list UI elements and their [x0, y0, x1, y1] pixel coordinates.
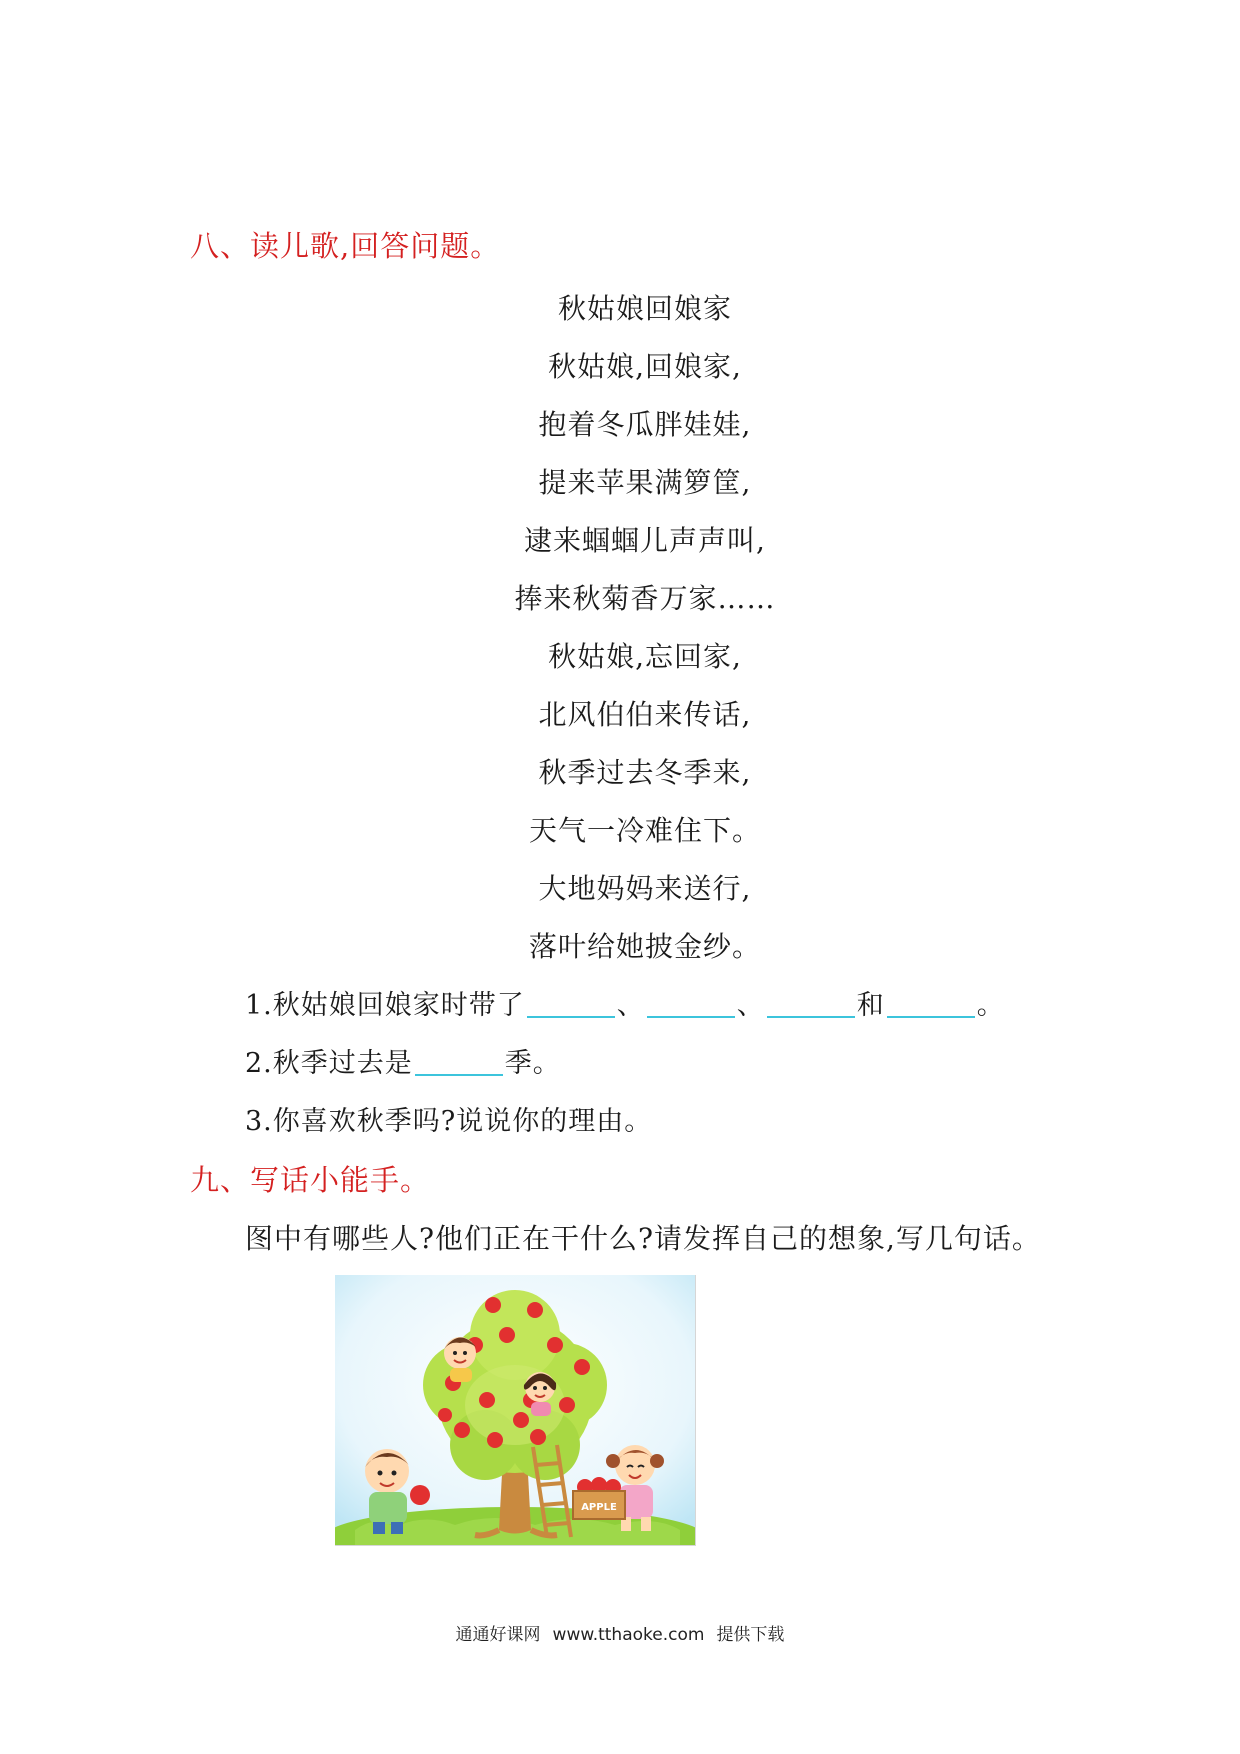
answer-blank-5[interactable]: [415, 1048, 503, 1076]
separator: 、: [736, 990, 765, 1021]
footer: [0, 1620, 1240, 1645]
writing-prompt: 图中有哪些人?他们正在干什么?请发挥自己的想象,写几句话。: [245, 1222, 1041, 1255]
question-1: [245, 983, 1005, 1022]
period: 。: [976, 990, 1005, 1021]
poem: [0, 280, 1240, 976]
answer-blank-1[interactable]: [527, 990, 615, 1018]
crate-label: APPLE: [581, 1502, 617, 1513]
question-2-text: 2.秋季过去是: [245, 1048, 413, 1079]
poem-line: 天气一冷难住下。: [528, 814, 761, 847]
poem-line: 北风伯伯来传话,: [538, 698, 752, 731]
section-8-title: 八、读儿歌,回答问题。: [190, 229, 501, 263]
poem-line: 提来苹果满箩筐,: [538, 466, 752, 499]
poem-line: 落叶给她披金纱。: [528, 930, 761, 963]
footer-site-name: 通通好课网: [455, 1625, 541, 1645]
question-1-text: 1.秋姑娘回娘家时带了: [245, 990, 525, 1021]
poem-line: 秋季过去冬季来,: [538, 756, 752, 789]
answer-blank-3[interactable]: [767, 990, 855, 1018]
separator: 、: [616, 990, 645, 1021]
conjunction: 和: [856, 990, 885, 1021]
footer-suffix: 提供下载: [716, 1625, 785, 1645]
poem-line: 大地妈妈来送行,: [538, 872, 752, 905]
apple-picking-illustration: [335, 1275, 696, 1546]
answer-blank-2[interactable]: [647, 990, 735, 1018]
section-9-title: 九、写话小能手。: [190, 1163, 431, 1197]
question-3: 3.你喜欢秋季吗?说说你的理由。: [245, 1106, 653, 1137]
poem-title: 秋姑娘回娘家: [557, 292, 732, 325]
answer-blank-4[interactable]: [887, 990, 975, 1018]
apple-crate: [573, 1477, 625, 1519]
question-2-suffix: 季。: [504, 1048, 561, 1079]
poem-line: 抱着冬瓜胖娃娃,: [538, 408, 752, 441]
poem-line: 秋姑娘,回娘家,: [548, 350, 742, 383]
poem-line: 秋姑娘,忘回家,: [548, 640, 742, 673]
poem-line: 逮来蝈蝈儿声声叫,: [524, 524, 766, 557]
question-2: [245, 1041, 561, 1080]
poem-line: 捧来秋菊香万家……: [514, 582, 776, 615]
footer-url[interactable]: www.tthaoke.com: [552, 1625, 705, 1645]
